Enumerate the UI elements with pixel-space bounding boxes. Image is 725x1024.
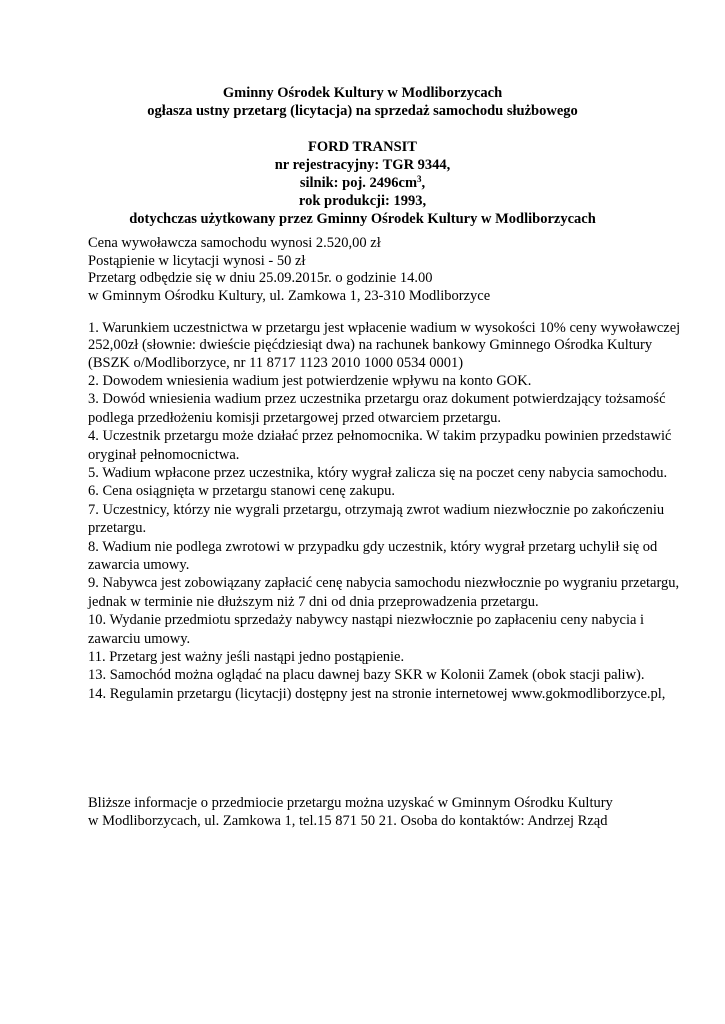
contact-info bbox=[88, 795, 688, 830]
vehicle-user: dotychczas użytkowany przez Gminny Ośrodek Kultury w Modliborzycach bbox=[129, 211, 596, 227]
list-item: 4. Uczestnik przetargu może działać przez pełnomocnika. W takim przypadku powinien przedstawić oryginał pełnomocnictwa. bbox=[88, 428, 672, 463]
list-item: 1. Warunkiem uczestnictwa w przetargu jest wpłacenie wadium w wysokości 10% ceny wywoławczej 252,00zł (słownie: dwieście pięćdziesiąt dwa) na rachunek bankowy Gminnego Ośrodka Kultury (BSZK o/Modliborzyce, nr 11 8717 1123 2010 1000 0534 0001) bbox=[88, 320, 681, 371]
bid-increment: Postąpienie w licytacji wynosi - 50 zł bbox=[88, 252, 306, 269]
auction-place: w Gminnym Ośrodku Kultury, ul. Zamkowa 1, 23-310 Modliborzyce bbox=[88, 287, 491, 304]
contact-line-1: Bliższe informacje o przedmiocie przetargu można uzyskać w Gminnym Ośrodku Kultury bbox=[88, 795, 613, 811]
auction-terms-list bbox=[88, 320, 688, 703]
engine-text: silnik: poj. 2496cm bbox=[299, 175, 418, 191]
vehicle-engine bbox=[0, 174, 725, 192]
list-item: 2. Dowodem wniesienia wadium jest potwierdzenie wpływu na konto GOK. bbox=[88, 372, 532, 389]
starting-price: Cena wywoławcza samochodu wynosi 2.520,00 zł bbox=[88, 235, 381, 251]
engine-unit-superscript: 3 bbox=[417, 174, 422, 184]
auction-details bbox=[88, 235, 688, 305]
list-item: 11. Przetarg jest ważny jeśli nastąpi jedno postąpienie. bbox=[88, 648, 405, 665]
vehicle-registration: nr rejestracyjny: TGR 9344, bbox=[274, 157, 451, 173]
list-item: 5. Wadium wpłacone przez uczestnika, który wygrał zalicza się na poczet ceny nabycia samochodu. bbox=[88, 464, 668, 481]
announcement-title: ogłasza ustny przetarg (licytacja) na sprzedaż samochodu służbowego bbox=[147, 103, 578, 119]
engine-suffix: , bbox=[421, 175, 426, 191]
organizer-name: Gminny Ośrodek Kultury w Modliborzycach bbox=[222, 85, 503, 101]
list-item: 9. Nabywca jest zobowiązany zapłacić cenę nabycia samochodu niezwłocznie po wygraniu przetargu, jednak w terminie nie dłuższym niż 7 dni od dnia przeprowadzenia przetargu. bbox=[88, 575, 680, 610]
contact-line-2: w Modliborzycach, ul. Zamkowa 1, tel.15 871 50 21. Osoba do kontaktów: Andrzej Rząd bbox=[88, 812, 608, 829]
auction-date: Przetarg odbędzie się w dniu 25.09.2015r. o godzinie 14.00 bbox=[88, 270, 433, 287]
list-item: 3. Dowód wniesienia wadium przez uczestnika przetargu oraz dokument potwierdzający tożsamość podlega przedłożeniu komisji przetargowej przed otwarciem przetargu. bbox=[88, 391, 666, 426]
list-item: 14. Regulamin przetargu (licytacji) dostępny jest na stronie internetowej www.gokmodliborzyce.pl, bbox=[88, 685, 666, 702]
list-item: 13. Samochód można oglądać na placu dawnej bazy SKR w Kolonii Zamek (obok stacji paliw). bbox=[88, 667, 645, 684]
list-item: 6. Cena osiągnięta w przetargu stanowi cenę zakupu. bbox=[88, 483, 395, 500]
list-item: 7. Uczestnicy, którzy nie wygrali przetargu, otrzymają zwrot wadium niezwłocznie po zakończeniu przetargu. bbox=[88, 501, 665, 537]
vehicle-model: FORD TRANSIT bbox=[308, 139, 417, 155]
list-item: 10. Wydanie przedmiotu sprzedaży nabywcy nastąpi niezwłocznie po zapłaceniu ceny nabycia i zawarciu umowy. bbox=[88, 612, 645, 647]
vehicle-year: rok produkcji: 1993, bbox=[298, 193, 427, 209]
list-item: 8. Wadium nie podlega zwrotowi w przypadku gdy uczestnik, który wygrał przetarg uchylił się od zawarcia umowy. bbox=[88, 538, 658, 573]
announcement-header bbox=[0, 84, 725, 228]
